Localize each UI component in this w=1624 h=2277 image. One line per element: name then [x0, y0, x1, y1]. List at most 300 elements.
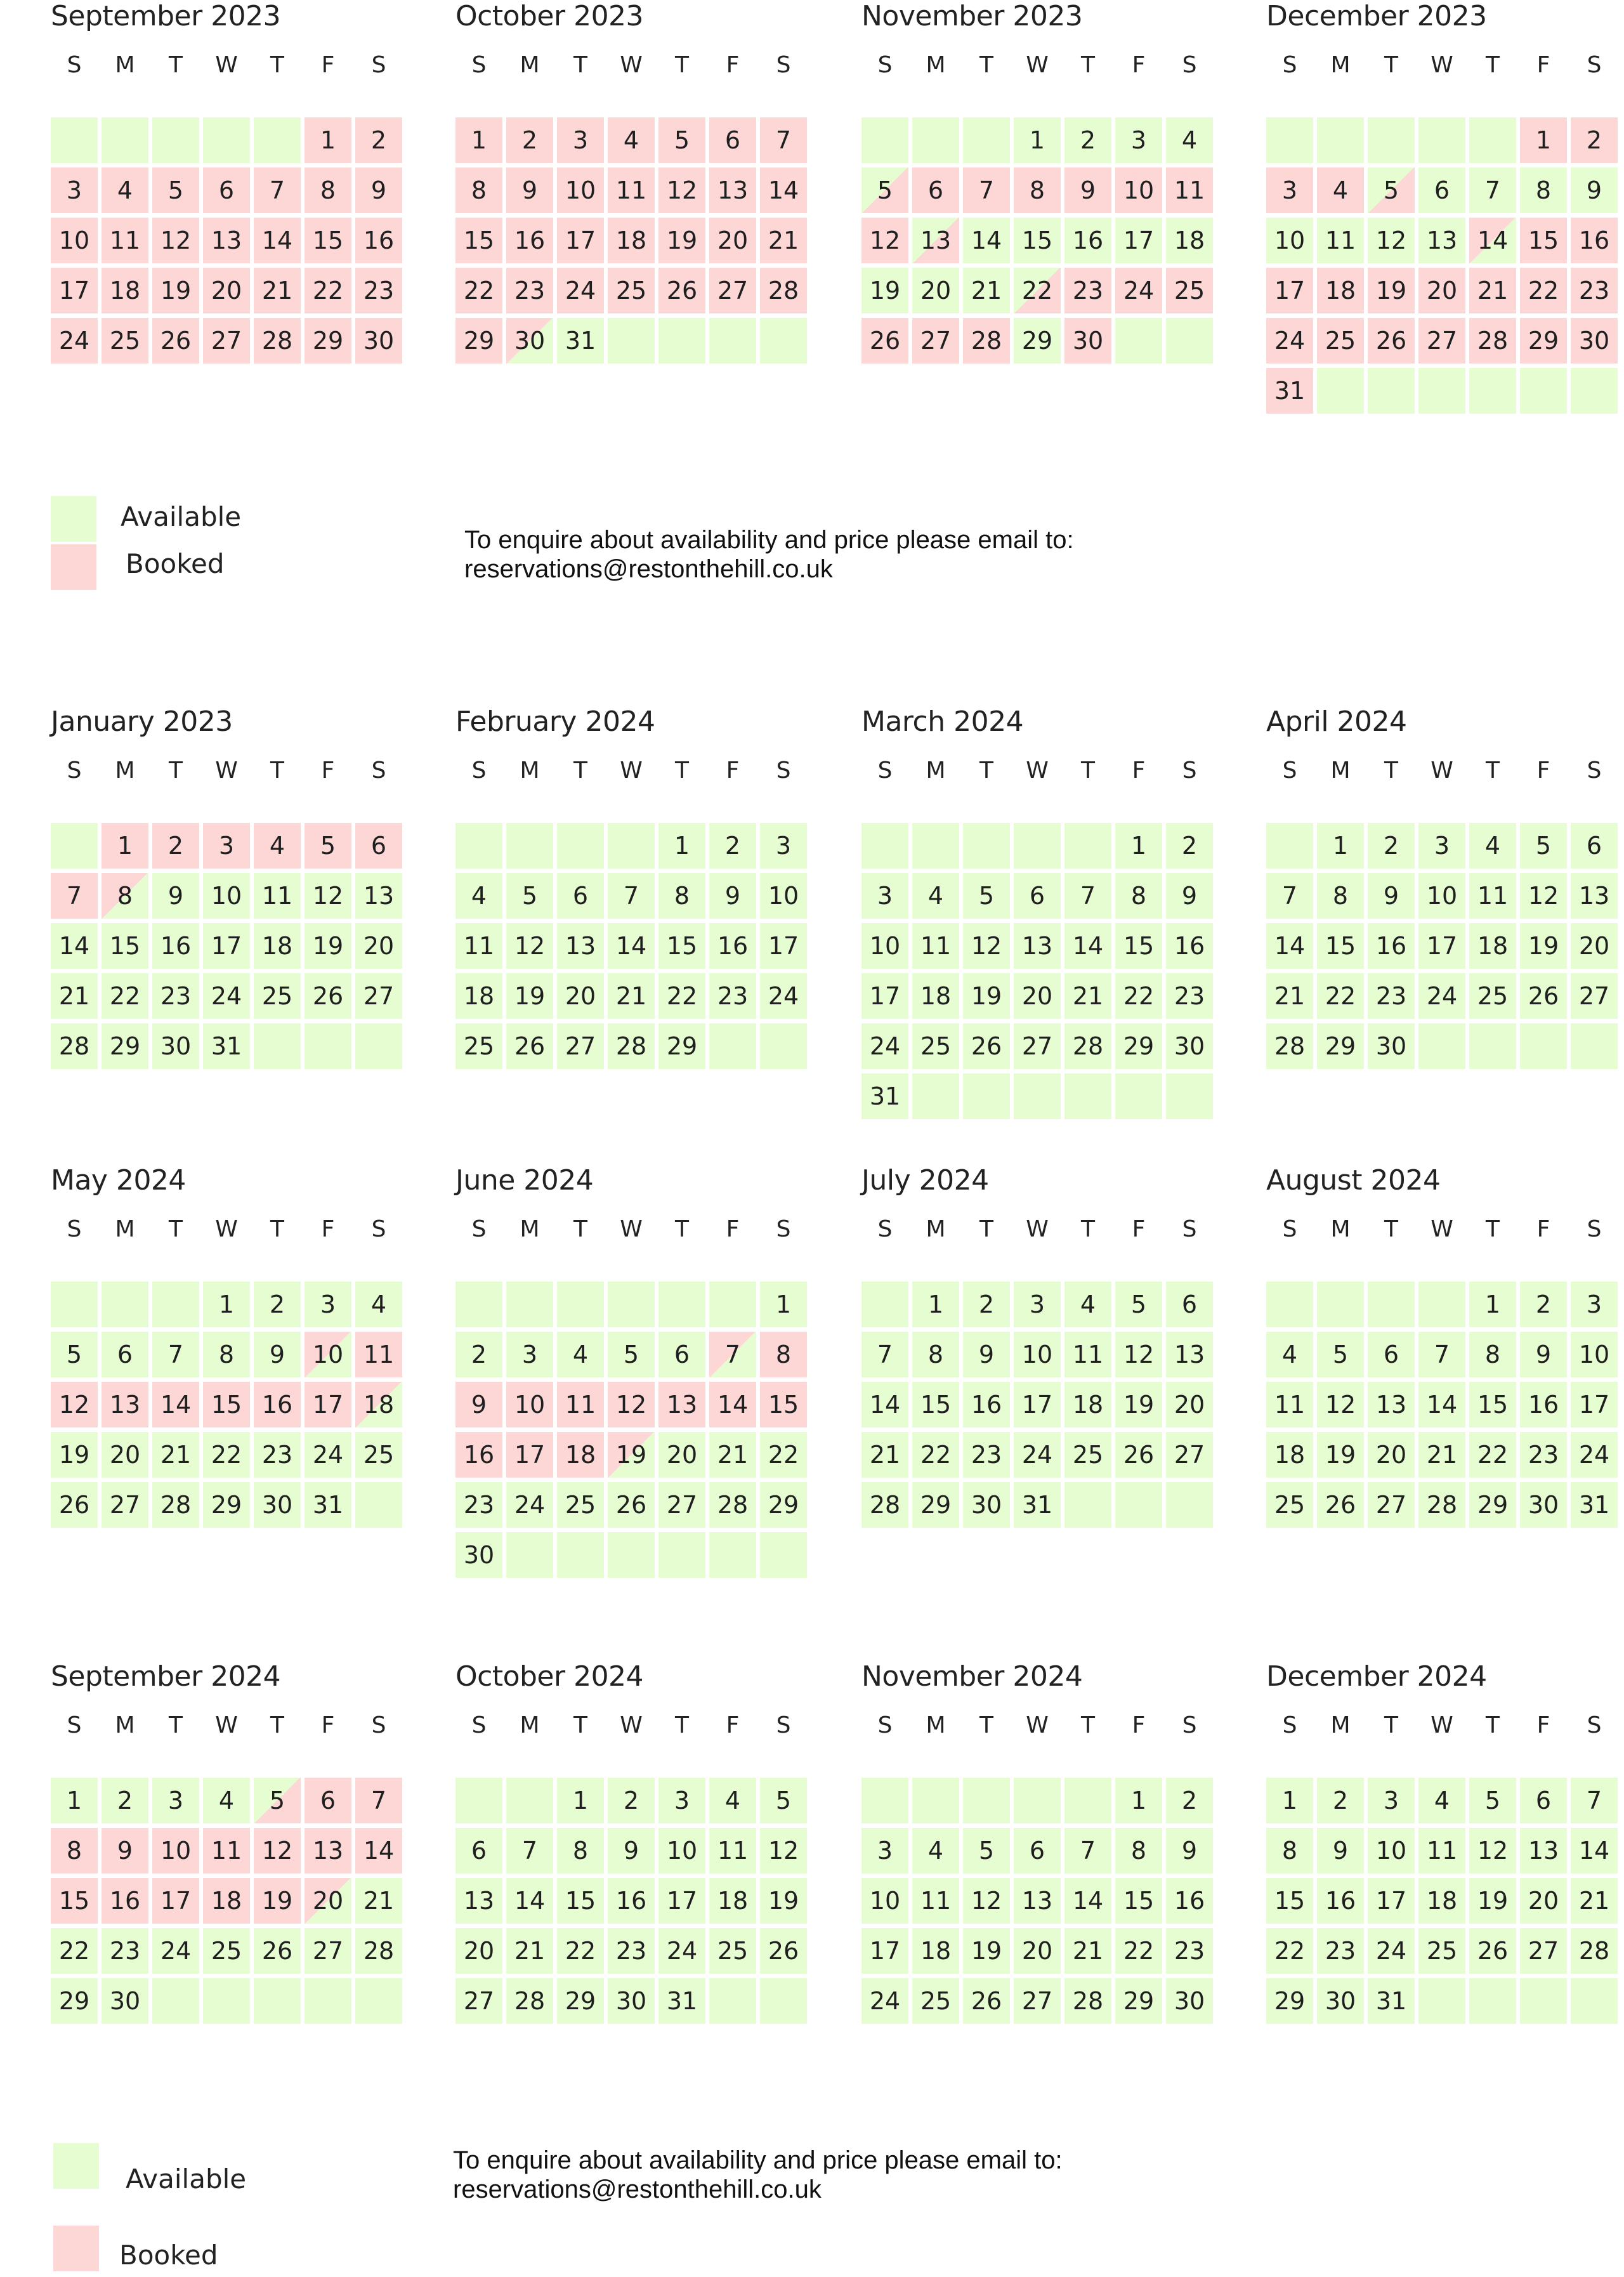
day-booked: 26	[861, 318, 908, 364]
day-available: 23	[1368, 973, 1415, 1019]
day-available: 21	[709, 1432, 756, 1478]
day-available: 14	[1064, 923, 1111, 969]
day-available: 2	[1166, 823, 1213, 869]
day-available: 3	[861, 873, 908, 919]
day-booked: 11	[608, 167, 655, 213]
day-available: 4	[1418, 1778, 1465, 1823]
weekday-label: M	[520, 758, 540, 784]
day-available: 14	[1418, 1382, 1465, 1427]
day-booked: 14	[709, 1382, 756, 1427]
day-blank	[608, 318, 655, 364]
legend-booked-swatch	[51, 544, 96, 590]
day-available: 20	[1166, 1382, 1213, 1427]
day-blank	[1166, 1482, 1213, 1528]
day-available: 23	[152, 973, 199, 1019]
day-blank	[506, 823, 553, 869]
weekday-label: T	[270, 52, 284, 78]
day-blank	[861, 823, 908, 869]
day-available: 20	[1368, 1432, 1415, 1478]
day-available: 11	[1418, 1828, 1465, 1873]
day-booked: 4	[102, 167, 148, 213]
day-available: 13	[1014, 1878, 1061, 1924]
day-available: 27	[455, 1978, 502, 2024]
day-booked: 5	[152, 167, 199, 213]
weekday-label: S	[1182, 1216, 1197, 1242]
day-booked: 16	[254, 1382, 301, 1427]
day-available: 4	[1266, 1332, 1313, 1377]
day-booked: 3	[1266, 167, 1313, 213]
day-available: 18	[254, 923, 301, 969]
day-booked: 12	[254, 1828, 301, 1873]
weekday-label: W	[1431, 758, 1453, 784]
weekday-label: S	[471, 1712, 487, 1738]
day-available: 3	[658, 1778, 705, 1823]
day-booked: 18	[608, 218, 655, 263]
weekday-label: M	[926, 758, 946, 784]
day-available: 29	[760, 1482, 807, 1528]
day-available: 6	[1368, 1332, 1415, 1377]
day-available: 28	[1266, 1023, 1313, 1069]
day-available: 28	[608, 1023, 655, 1069]
month-title: September 2024	[51, 1660, 281, 1693]
day-available: 30	[1368, 1023, 1415, 1069]
weekday-label: T	[573, 1712, 587, 1738]
day-blank	[1571, 1023, 1618, 1069]
day-booked: 14	[760, 167, 807, 213]
month-title: February 2024	[455, 705, 655, 738]
day-blank	[608, 1532, 655, 1578]
weekday-label: S	[1182, 1712, 1197, 1738]
day-available: 29	[557, 1978, 604, 2024]
month-title: December 2024	[1266, 1660, 1487, 1693]
day-available: 22	[102, 973, 148, 1019]
month-title: January 2023	[51, 705, 233, 738]
day-booked: 17	[506, 1432, 553, 1478]
day-available: 27	[1368, 1482, 1415, 1528]
enquiry-text: To enquire about availability and price please email to:	[453, 2146, 1063, 2174]
day-available: 13	[1520, 1828, 1567, 1873]
day-available: 18	[1469, 923, 1516, 969]
day-booked: 3	[51, 167, 98, 213]
day-available: 27	[1166, 1432, 1213, 1478]
day-blank	[1469, 117, 1516, 163]
day-available: 3	[1115, 117, 1162, 163]
day-available: 16	[709, 923, 756, 969]
day-available: 28	[1571, 1928, 1618, 1974]
day-changeover: 5	[1368, 167, 1415, 213]
day-available: 7	[1571, 1778, 1618, 1823]
day-booked: 30	[355, 318, 402, 364]
day-available: 11	[254, 873, 301, 919]
day-blank	[506, 1532, 553, 1578]
weekday-label: W	[215, 1712, 238, 1738]
day-available: 12	[304, 873, 351, 919]
weekday-label: T	[573, 52, 587, 78]
day-available: 16	[1520, 1382, 1567, 1427]
day-booked: 28	[254, 318, 301, 364]
day-available: 14	[1571, 1828, 1618, 1873]
day-available: 11	[1317, 218, 1364, 263]
month-title: September 2023	[51, 0, 281, 32]
day-available: 9	[254, 1332, 301, 1377]
day-available: 3	[1418, 823, 1465, 869]
day-available: 16	[1166, 923, 1213, 969]
day-available: 1	[1115, 1778, 1162, 1823]
day-booked: 22	[304, 268, 351, 313]
day-available: 2	[709, 823, 756, 869]
day-blank	[1064, 1073, 1111, 1119]
day-available: 20	[455, 1928, 502, 1974]
day-blank	[1368, 368, 1415, 414]
day-changeover: 5	[254, 1778, 301, 1823]
day-available: 21	[963, 268, 1010, 313]
weekday-label: W	[1026, 1712, 1049, 1738]
day-available: 22	[1115, 973, 1162, 1019]
day-available: 1	[51, 1778, 98, 1823]
day-booked: 28	[1469, 318, 1516, 364]
day-blank	[760, 1532, 807, 1578]
day-available: 27	[1014, 1023, 1061, 1069]
day-available: 3	[760, 823, 807, 869]
day-blank	[709, 1282, 756, 1327]
weekday-label: M	[115, 1712, 135, 1738]
reservation-email[interactable]: reservations@restonthehill.co.uk	[453, 2175, 822, 2203]
day-booked: 15	[455, 218, 502, 263]
day-available: 28	[709, 1482, 756, 1528]
day-booked: 1	[1520, 117, 1567, 163]
day-available: 8	[557, 1828, 604, 1873]
day-changeover: 7	[709, 1332, 756, 1377]
day-available: 11	[709, 1828, 756, 1873]
weekday-label: T	[675, 1712, 689, 1738]
day-available: 30	[1166, 1978, 1213, 2024]
day-blank	[912, 823, 959, 869]
day-booked: 15	[304, 218, 351, 263]
weekday-label: S	[1587, 52, 1602, 78]
day-booked: 4	[608, 117, 655, 163]
weekday-label: T	[270, 1216, 284, 1242]
day-blank	[1520, 368, 1567, 414]
day-available: 11	[912, 1878, 959, 1924]
day-booked: 3	[557, 117, 604, 163]
month-title: October 2024	[455, 1660, 644, 1693]
day-available: 10	[861, 1878, 908, 1924]
day-available: 9	[1166, 1828, 1213, 1873]
day-available: 25	[709, 1928, 756, 1974]
weekday-label: W	[215, 52, 238, 78]
weekday-label: S	[471, 758, 487, 784]
day-available: 4	[1064, 1282, 1111, 1327]
day-available: 14	[51, 923, 98, 969]
day-booked: 13	[658, 1382, 705, 1427]
enquiry-note	[464, 525, 1074, 584]
day-available: 11	[912, 923, 959, 969]
day-blank	[760, 1978, 807, 2024]
day-booked: 6	[912, 167, 959, 213]
day-available: 17	[1571, 1382, 1618, 1427]
day-available: 2	[963, 1282, 1010, 1327]
day-available: 20	[912, 268, 959, 313]
day-available: 25	[912, 1978, 959, 2024]
legend-available-swatch	[51, 496, 96, 542]
day-available: 17	[861, 1928, 908, 1974]
day-available: 24	[658, 1928, 705, 1974]
day-available: 16	[1064, 218, 1111, 263]
day-blank	[254, 117, 301, 163]
day-available: 25	[1064, 1432, 1111, 1478]
day-blank	[1418, 1023, 1465, 1069]
weekday-label: S	[371, 1712, 386, 1738]
day-available: 7	[1469, 167, 1516, 213]
day-available: 21	[51, 973, 98, 1019]
day-booked: 29	[304, 318, 351, 364]
day-available: 10	[203, 873, 250, 919]
weekday-label: S	[1282, 1712, 1297, 1738]
day-available: 15	[102, 923, 148, 969]
day-booked: 2	[506, 117, 553, 163]
day-blank	[1571, 368, 1618, 414]
day-available: 16	[1317, 1878, 1364, 1924]
day-available: 26	[254, 1928, 301, 1974]
day-available: 28	[1418, 1482, 1465, 1528]
day-available: 24	[1418, 973, 1465, 1019]
day-available: 16	[1166, 1878, 1213, 1924]
day-booked: 2	[152, 823, 199, 869]
day-available: 8	[658, 873, 705, 919]
weekday-label: W	[215, 758, 238, 784]
day-available: 23	[102, 1928, 148, 1974]
day-available: 26	[1317, 1482, 1364, 1528]
day-booked: 26	[658, 268, 705, 313]
day-booked: 16	[455, 1432, 502, 1478]
day-available: 5	[51, 1332, 98, 1377]
day-available: 30	[1166, 1023, 1213, 1069]
day-available: 8	[1266, 1828, 1313, 1873]
weekday-label: S	[67, 1712, 82, 1738]
day-booked: 20	[203, 268, 250, 313]
day-available: 27	[557, 1023, 604, 1069]
day-available: 30	[1317, 1978, 1364, 2024]
day-available: 8	[1469, 1332, 1516, 1377]
day-blank	[304, 1023, 351, 1069]
day-available: 19	[1469, 1878, 1516, 1924]
day-blank	[658, 1532, 705, 1578]
day-available: 31	[1571, 1482, 1618, 1528]
day-blank	[658, 1282, 705, 1327]
day-available: 13	[355, 873, 402, 919]
day-blank	[861, 1778, 908, 1823]
day-available: 12	[1469, 1828, 1516, 1873]
weekday-label: T	[1081, 758, 1095, 784]
day-available: 7	[861, 1332, 908, 1377]
day-available: 16	[1368, 923, 1415, 969]
day-available: 5	[963, 873, 1010, 919]
day-available: 12	[1317, 1382, 1364, 1427]
day-available: 10	[1571, 1332, 1618, 1377]
day-available: 5	[1469, 1778, 1516, 1823]
weekday-label: F	[1132, 758, 1146, 784]
day-available: 5	[963, 1828, 1010, 1873]
day-available: 10	[760, 873, 807, 919]
month-title: June 2024	[455, 1164, 594, 1197]
weekday-label: M	[1330, 1216, 1351, 1242]
day-available: 17	[760, 923, 807, 969]
day-available: 4	[455, 873, 502, 919]
day-blank	[455, 1778, 502, 1823]
day-available: 25	[254, 973, 301, 1019]
day-available: 22	[51, 1928, 98, 1974]
month-title: October 2023	[455, 0, 644, 32]
day-booked: 7	[760, 117, 807, 163]
day-booked: 27	[1418, 318, 1465, 364]
day-booked: 30	[1064, 318, 1111, 364]
day-blank	[760, 1023, 807, 1069]
day-available: 5	[1115, 1282, 1162, 1327]
day-booked: 9	[506, 167, 553, 213]
day-available: 15	[658, 923, 705, 969]
day-available: 26	[1115, 1432, 1162, 1478]
day-blank	[203, 117, 250, 163]
weekday-label: F	[1536, 1712, 1550, 1738]
day-available: 4	[912, 1828, 959, 1873]
day-blank	[709, 1978, 756, 2024]
day-changeover: 14	[1469, 218, 1516, 263]
month-title: November 2023	[861, 0, 1083, 32]
day-blank	[1266, 1282, 1313, 1327]
day-available: 1	[658, 823, 705, 869]
weekday-label: M	[520, 1216, 540, 1242]
day-blank	[1469, 368, 1516, 414]
day-changeover: 19	[608, 1432, 655, 1478]
day-booked: 7	[51, 873, 98, 919]
day-available: 31	[304, 1482, 351, 1528]
day-available: 17	[861, 973, 908, 1019]
day-booked: 23	[1064, 268, 1111, 313]
day-blank	[709, 1023, 756, 1069]
day-available: 1	[1115, 823, 1162, 869]
day-available: 27	[1571, 973, 1618, 1019]
day-booked: 13	[102, 1382, 148, 1427]
day-booked: 11	[557, 1382, 604, 1427]
legend-available-label: Available	[126, 2163, 247, 2195]
day-blank	[1266, 823, 1313, 869]
day-available: 31	[1014, 1482, 1061, 1528]
day-available: 23	[1166, 973, 1213, 1019]
weekday-label: W	[1026, 52, 1049, 78]
day-booked: 17	[51, 268, 98, 313]
weekday-label: S	[877, 1216, 893, 1242]
day-booked: 23	[355, 268, 402, 313]
day-available: 8	[203, 1332, 250, 1377]
weekday-label: T	[1486, 758, 1500, 784]
day-booked: 5	[304, 823, 351, 869]
weekday-label: F	[1132, 1216, 1146, 1242]
day-available: 18	[912, 1928, 959, 1974]
day-available: 17	[1418, 923, 1465, 969]
weekday-label: M	[520, 1712, 540, 1738]
day-available: 20	[658, 1432, 705, 1478]
weekday-label: S	[67, 758, 82, 784]
day-blank	[355, 1978, 402, 2024]
day-available: 19	[1520, 923, 1567, 969]
day-booked: 23	[1571, 268, 1618, 313]
day-booked: 27	[203, 318, 250, 364]
day-available: 31	[1368, 1978, 1415, 2024]
day-booked: 9	[102, 1828, 148, 1873]
day-booked: 7	[355, 1778, 402, 1823]
weekday-label: M	[926, 52, 946, 78]
day-booked: 12	[658, 167, 705, 213]
day-blank	[1418, 1978, 1465, 2024]
day-blank	[254, 1023, 301, 1069]
weekday-label: M	[926, 1712, 946, 1738]
day-available: 8	[1520, 167, 1567, 213]
day-booked: 11	[355, 1332, 402, 1377]
day-blank	[1317, 1282, 1364, 1327]
day-available: 30	[608, 1978, 655, 2024]
day-booked: 8	[760, 1332, 807, 1377]
day-blank	[1571, 1978, 1618, 2024]
day-available: 30	[1520, 1482, 1567, 1528]
day-available: 27	[355, 973, 402, 1019]
day-available: 20	[1520, 1878, 1567, 1924]
day-booked: 12	[51, 1382, 98, 1427]
day-booked: 16	[506, 218, 553, 263]
day-booked: 8	[455, 167, 502, 213]
day-available: 8	[1115, 873, 1162, 919]
day-booked: 31	[1266, 368, 1313, 414]
day-available: 6	[557, 873, 604, 919]
reservation-email[interactable]: reservations@restonthehill.co.uk	[464, 555, 833, 583]
day-available: 28	[1064, 1023, 1111, 1069]
day-available: 9	[1520, 1332, 1567, 1377]
day-available: 6	[1418, 167, 1465, 213]
day-blank	[709, 318, 756, 364]
day-blank	[1115, 1482, 1162, 1528]
day-available: 13	[1166, 1332, 1213, 1377]
day-available: 7	[1266, 873, 1313, 919]
day-booked: 18	[102, 268, 148, 313]
day-booked: 21	[1469, 268, 1516, 313]
day-available: 19	[1317, 1432, 1364, 1478]
weekday-label: T	[675, 1216, 689, 1242]
day-available: 7	[1418, 1332, 1465, 1377]
day-available: 21	[608, 973, 655, 1019]
weekday-label: F	[1132, 1712, 1146, 1738]
day-available: 15	[912, 1382, 959, 1427]
weekday-label: S	[1282, 52, 1297, 78]
day-available: 5	[506, 873, 553, 919]
day-blank	[203, 1978, 250, 2024]
month-title: May 2024	[51, 1164, 186, 1197]
weekday-label: F	[726, 52, 740, 78]
weekday-label: T	[169, 52, 183, 78]
day-booked: 8	[1014, 167, 1061, 213]
weekday-label: W	[1026, 1216, 1049, 1242]
day-available: 19	[861, 268, 908, 313]
weekday-label: M	[1330, 758, 1351, 784]
day-available: 2	[1317, 1778, 1364, 1823]
day-booked: 6	[355, 823, 402, 869]
day-booked: 6	[709, 117, 756, 163]
legend-booked-label: Booked	[126, 548, 225, 579]
day-available: 3	[506, 1332, 553, 1377]
day-available: 29	[912, 1482, 959, 1528]
day-booked: 10	[506, 1382, 553, 1427]
day-available: 14	[963, 218, 1010, 263]
day-booked: 16	[102, 1878, 148, 1924]
weekday-label: T	[675, 52, 689, 78]
